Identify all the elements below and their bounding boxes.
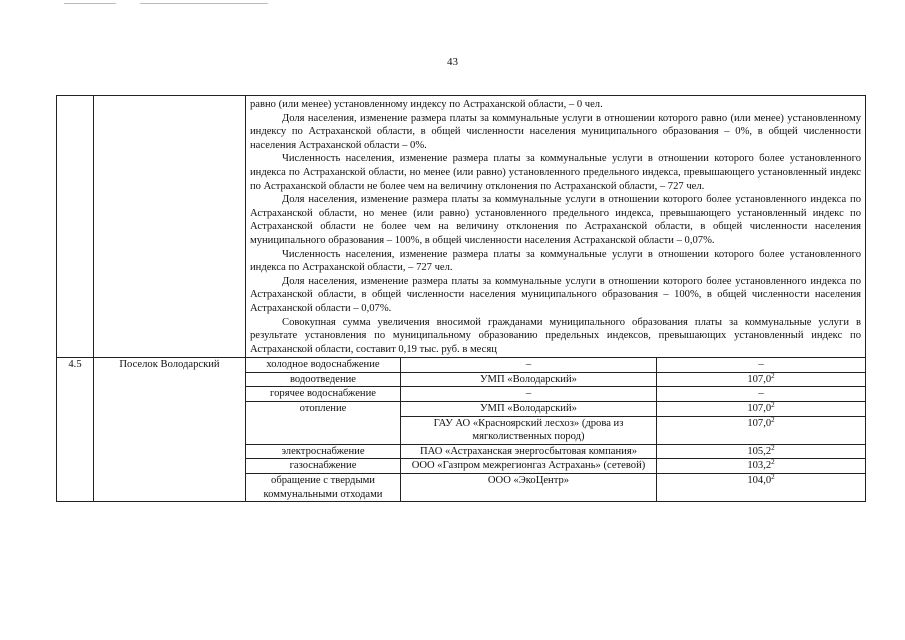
organization: ООО «Газпром межрегионгаз Астрахань» (сетевой)	[401, 459, 657, 474]
index-value	[657, 444, 866, 459]
organization: ПАО «Астраханская энергосбытовая компания»	[401, 444, 657, 459]
organization: –	[401, 387, 657, 402]
index-number: 107,0	[747, 417, 772, 429]
scan-artifact	[140, 3, 268, 4]
index-value	[657, 416, 866, 444]
footnote-mark: 2	[771, 443, 775, 452]
empty-name-cell	[94, 96, 246, 358]
page-number: 43	[447, 56, 458, 68]
index-value	[657, 459, 866, 474]
scan-artifact	[64, 3, 116, 4]
footnote-mark: 2	[771, 458, 775, 467]
index-number: 105,2	[747, 445, 772, 457]
organization: ООО «ЭкоЦентр»	[401, 474, 657, 502]
service-name: водоотведение	[246, 372, 401, 387]
index-number: 107,0	[747, 373, 772, 385]
organization: ГАУ АО «Красноярский лесхоз» (дрова из мягколиственных пород)	[401, 416, 657, 444]
service-name: отопление	[246, 402, 401, 445]
municipal-indices-table	[56, 95, 866, 502]
index-value	[657, 402, 866, 417]
index-number: 107,0	[747, 403, 772, 415]
service-name: обращение с твердыми коммунальными отходами	[246, 474, 401, 502]
text-paragraph: равно (или менее) установленному индексу по Астраханской области, – 0 чел.	[250, 99, 603, 110]
organization: –	[401, 358, 657, 373]
index-number: –	[758, 359, 764, 371]
text-paragraph: Численность населения, изменение размера платы за коммунальные услуги в отношении которого более установленного индекса по Астраханской области, но менее (или равно) установленного предельного индекса, превышающего установленный индекс по Астраханской области не более чем на величину отклонения по Астраханской области, – 727 чел.	[250, 153, 861, 192]
text-row	[57, 96, 866, 358]
service-name: электроснабжение	[246, 444, 401, 459]
footnote-mark: 2	[771, 473, 775, 482]
service-name: газоснабжение	[246, 459, 401, 474]
service-name: горячее водоснабжение	[246, 387, 401, 402]
index-value	[657, 474, 866, 502]
text-paragraph: Доля населения, изменение размера платы за коммунальные услуги в отношении которого более установленного индекса по Астраханской области, в общей численности населения муниципального образования – 100%, в общей численности населения Астраханской области – 0,07%.	[250, 275, 861, 314]
text-paragraph: Доля населения, изменение размера платы за коммунальные услуги в отношении которого равно (или менее) установленному индексу по Астраханской области, в общей численности населения муниципального образования – 0%, в общей численности населения Астраханской области – 0%.	[250, 112, 861, 151]
index-value	[657, 372, 866, 387]
organization: УМП «Володарский»	[401, 402, 657, 417]
index-value	[657, 387, 866, 402]
index-value	[657, 358, 866, 373]
text-paragraph: Совокупная сумма увеличения вносимой гражданами муниципального образования платы за коммунальные услуги в результате установления по муниципальному образованию предельных индексов, превышающих установленный индекс по Астраханской области, составит 0,19 тыс. руб. в месяц	[250, 316, 861, 355]
empty-number-cell	[57, 96, 94, 358]
index-number: 103,2	[747, 460, 772, 472]
service-name: холодное водоснабжение	[246, 358, 401, 373]
entry-name: Поселок Володарский	[94, 358, 246, 502]
text-paragraph: Численность населения, изменение размера платы за коммунальные услуги в отношении которого более установленного индекса по Астраханской области, – 727 чел.	[250, 248, 861, 274]
footnote-mark: 2	[771, 371, 775, 380]
organization: УМП «Володарский»	[401, 372, 657, 387]
index-number: 104,0	[747, 475, 772, 487]
entry-number: 4.5	[57, 358, 94, 502]
footnote-mark: 2	[771, 401, 775, 410]
explanatory-text-cell	[246, 96, 866, 358]
index-number: –	[758, 388, 764, 400]
text-paragraph: Доля населения, изменение размера платы за коммунальные услуги в отношении которого более установленного индекса по Астраханской области, но менее (или равно) установленного предельного индекса, превышающего установленный индекс по Астраханской области не более чем на величину отклонения по Астраханской области, в общей численности населения муниципального образования – 100%, в общей численности населения Астраханской области – 0,07%.	[250, 194, 861, 246]
footnote-mark: 2	[771, 415, 775, 424]
table-row	[57, 358, 866, 373]
